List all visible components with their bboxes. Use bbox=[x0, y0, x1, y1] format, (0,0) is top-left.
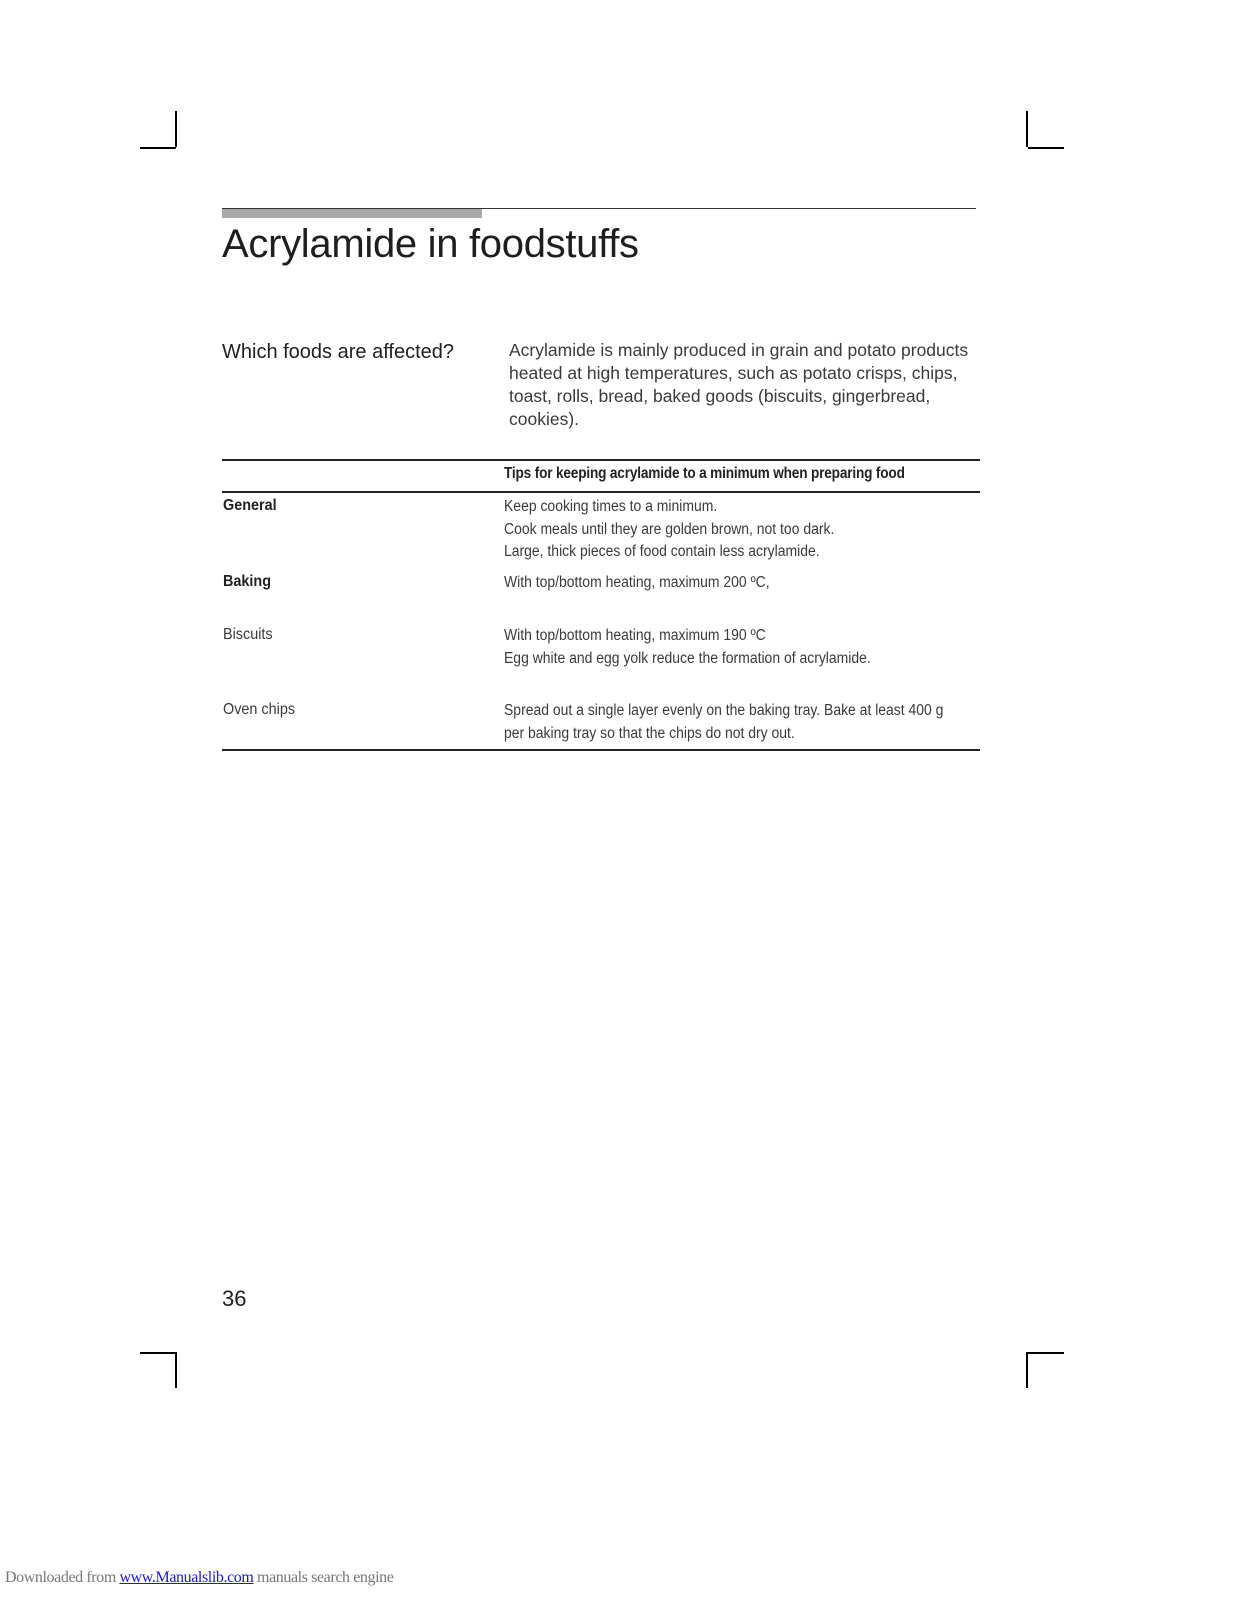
crop-mark bbox=[175, 1352, 177, 1388]
table-row-line: Keep cooking times to a minimum. bbox=[504, 498, 718, 515]
footer-prefix: Downloaded from bbox=[5, 1569, 120, 1586]
page-title: Acrylamide in foodstuffs bbox=[222, 222, 639, 266]
table-row-label-general: General bbox=[223, 497, 277, 514]
table-row-line: Spread out a single layer evenly on the baking tray. Bake at least 400 g bbox=[504, 702, 944, 719]
table-row-label-baking: Baking bbox=[223, 573, 272, 590]
table-row-line: per baking tray so that the chips do not dry out. bbox=[504, 724, 795, 742]
table-row-line: With top/bottom heating, maximum 200 ºC, bbox=[504, 574, 770, 591]
crop-mark bbox=[1026, 111, 1028, 147]
crop-mark bbox=[175, 111, 177, 147]
section-body: Acrylamide is mainly produced in grain and potato products heated at high temperatures, such as potato crisps, chips, toast, rolls, bread, baked goods (biscuits, gingerbread, cookies). bbox=[509, 340, 969, 429]
table-row-text-biscuits bbox=[504, 625, 972, 670]
table-row-line: With top/bottom heating, maximum 190 ºC bbox=[504, 627, 766, 644]
crop-mark bbox=[1028, 1352, 1064, 1354]
table-header-rule bbox=[222, 491, 980, 493]
section-heading: Which foods are affected? bbox=[222, 341, 454, 363]
crop-mark bbox=[140, 1352, 176, 1354]
page-number: 36 bbox=[222, 1286, 247, 1311]
crop-mark bbox=[1026, 1352, 1028, 1388]
table-row-line: Cook meals until they are golden brown, not too dark. bbox=[504, 520, 835, 538]
table-header: Tips for keeping acrylamide to a minimum when preparing food bbox=[504, 465, 905, 482]
crop-mark bbox=[1028, 147, 1064, 149]
title-accent-bar bbox=[222, 209, 482, 218]
download-footer bbox=[5, 1569, 393, 1587]
manualslib-link[interactable]: www.Manualslib.com bbox=[119, 1569, 254, 1586]
table-top-rule bbox=[222, 459, 980, 461]
table-row-label-biscuits: Biscuits bbox=[223, 626, 273, 643]
table-row-text-general bbox=[504, 496, 972, 564]
table-row-line: Egg white and egg yolk reduce the formation of acrylamide. bbox=[504, 649, 871, 667]
table-row-text-baking bbox=[504, 572, 972, 595]
crop-mark bbox=[140, 147, 176, 149]
footer-suffix: manuals search engine bbox=[253, 1569, 394, 1586]
table-row-label-oven-chips: Oven chips bbox=[223, 701, 296, 718]
table-row-line: Large, thick pieces of food contain less acrylamide. bbox=[504, 543, 820, 560]
table-row-text-oven-chips bbox=[504, 700, 972, 745]
table-bottom-rule bbox=[222, 749, 980, 751]
